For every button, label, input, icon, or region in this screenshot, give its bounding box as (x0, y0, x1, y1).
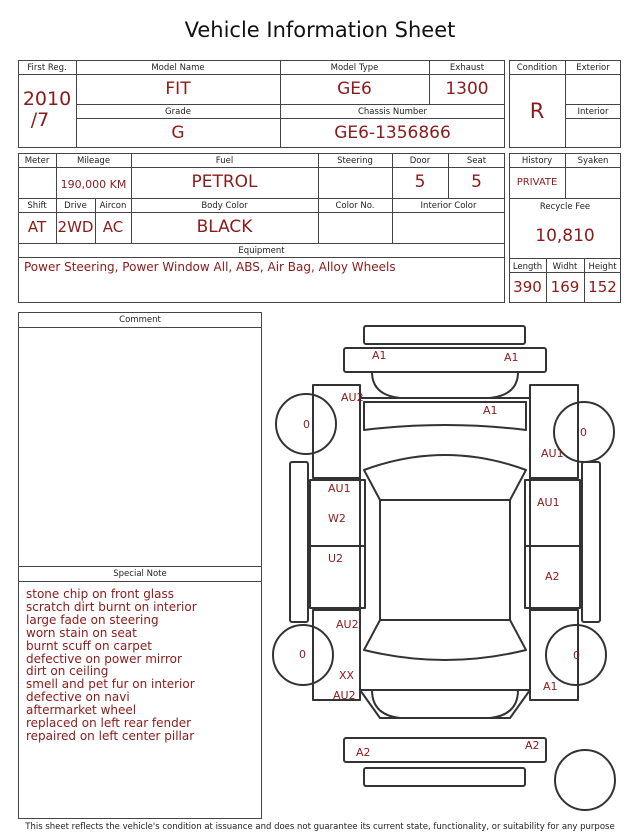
fuel-label: Fuel (215, 156, 234, 166)
mark-tire-fr: 0 (580, 426, 587, 439)
height-label: Height (588, 262, 617, 272)
recycle-fee-value: 10,810 (535, 226, 595, 246)
mark-tire-rr: 0 (573, 649, 580, 662)
model-type-value: GE6 (337, 79, 372, 99)
first-reg-label: First Reg. (27, 63, 67, 73)
syaken-label: Syaken (577, 156, 609, 166)
mark-front-right: A1 (504, 351, 519, 364)
special-note-list (26, 588, 258, 743)
interior-color-label: Interior Color (420, 201, 477, 211)
mark-fender-rl: AU2 (336, 618, 359, 631)
body-color-label: Body Color (201, 201, 248, 211)
aircon-label: Aircon (99, 201, 127, 211)
grade-value: G (171, 123, 185, 143)
mark-rear-l1: XX (339, 669, 355, 682)
condition-value: R (529, 99, 545, 123)
mark-rear-bumper-r: A2 (525, 739, 540, 752)
special-note-label: Special Note (113, 569, 167, 579)
mark-door-fr: AU1 (537, 496, 560, 509)
exhaust-value: 1300 (445, 79, 489, 99)
mark-front-left: A1 (372, 349, 387, 362)
drive-label: Drive (64, 201, 87, 211)
car-damage-diagram (268, 318, 628, 818)
mark-door-rl: U2 (328, 552, 344, 565)
mark-tire-rl: 0 (299, 648, 306, 661)
list-item: repaired on left center pillar (26, 728, 195, 743)
mark-hood-left: AU2 (341, 391, 364, 404)
history-value: PRIVATE (516, 177, 558, 188)
model-name-value: FIT (165, 79, 191, 99)
mark-fender-rr: A1 (543, 680, 558, 693)
mark-door-rr: A2 (545, 570, 560, 583)
condition-label: Condition (516, 63, 558, 73)
list-item: aftermarket wheel (26, 703, 137, 718)
exterior-label: Exterior (576, 63, 610, 73)
list-item: worn stain on seat (26, 625, 137, 640)
interior-label: Interior (577, 107, 609, 117)
seat-label: Seat (466, 156, 487, 166)
list-item: dirt on ceiling (26, 664, 109, 679)
aircon-value: AC (102, 218, 124, 236)
recycle-fee-label: Recycle Fee (539, 202, 591, 212)
mark-pillar-l: W2 (328, 512, 346, 525)
mark-rear-bumper-l: A2 (356, 746, 371, 759)
model-type-label: Model Type (330, 63, 379, 73)
equipment-label: Equipment (238, 246, 285, 256)
mark-tire-fl: 0 (303, 418, 310, 431)
width-label: Widht (552, 262, 578, 272)
disclaimer-footer: This sheet reflects the vehicle's condition at issuance and does not guarantee its current state, functionality, or suitability for any purpose (25, 822, 615, 832)
mark-hood-right: A1 (483, 404, 498, 417)
mark-fender-fr: AU1 (541, 447, 564, 460)
door-label: Door (409, 156, 431, 166)
mileage-value: 190,000 KM (60, 178, 127, 191)
height-value: 152 (588, 278, 617, 296)
exhaust-label: Exhaust (449, 63, 485, 73)
meter-label: Meter (24, 156, 50, 166)
door-value: 5 (414, 172, 426, 192)
first-reg-month: /7 (30, 109, 50, 131)
steering-label: Steering (337, 156, 373, 166)
shift-label: Shift (27, 201, 47, 211)
chassis-number-value: GE6-1356866 (334, 123, 451, 143)
length-value: 390 (513, 278, 542, 296)
mark-door-fl: AU1 (328, 482, 351, 495)
list-item: stone chip on front glass (26, 587, 175, 601)
body-color-value: BLACK (196, 217, 253, 237)
history-label: History (521, 156, 553, 166)
length-label: Length (512, 262, 543, 272)
list-item: smell and pet fur on interior (26, 677, 195, 692)
seat-value: 5 (471, 172, 482, 192)
fuel-value: PETROL (191, 172, 258, 192)
color-no-label: Color No. (335, 201, 375, 211)
list-item: scratch dirt burnt on interior (26, 599, 197, 614)
model-name-label: Model Name (151, 63, 205, 73)
chassis-number-label: Chassis Number (357, 107, 428, 117)
page-title: Vehicle Information Sheet (184, 18, 456, 42)
grade-label: Grade (165, 107, 191, 117)
list-item: large fade on steering (26, 612, 159, 627)
equipment-value: Power Steering, Power Window All, ABS, Air Bag, Alloy Wheels (24, 260, 396, 274)
first-reg-year: 2010 (22, 88, 72, 110)
mileage-label: Mileage (76, 156, 111, 166)
comment-label: Comment (119, 315, 161, 325)
list-item: burnt scuff on carpet (26, 638, 152, 653)
list-item: replaced on left rear fender (26, 716, 192, 731)
list-item: defective on navi (26, 690, 130, 705)
shift-value: AT (27, 218, 47, 236)
drive-value: 2WD (57, 218, 94, 236)
mark-rear-l2: AU2 (333, 689, 356, 702)
width-value: 169 (550, 278, 580, 296)
list-item: defective on power mirror (26, 651, 182, 666)
